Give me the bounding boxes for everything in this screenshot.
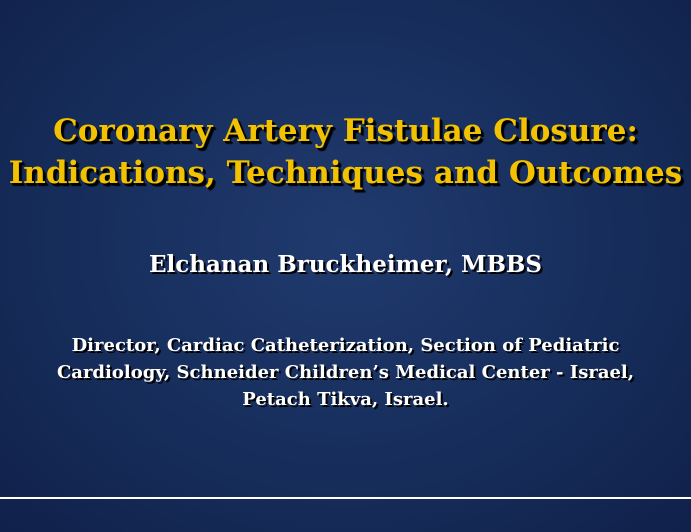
author-affiliation — [0, 332, 691, 413]
affiliation-line-3: Petach Tikva, Israel. — [242, 389, 449, 410]
footer-divider — [0, 497, 691, 499]
affiliation-line-2: Cardiology, Schneider Children’s Medical Center - Israel, — [56, 362, 635, 383]
affiliation-line-1: Director, Cardiac Catheterization, Section of Pediatric — [71, 335, 620, 356]
title-line-2: Indications, Techniques and Outcomes — [8, 155, 683, 191]
slide-title — [0, 110, 691, 194]
author-name: Elchanan Bruckheimer, MBBS — [149, 251, 542, 278]
title-line-1: Coronary Artery Fistulae Closure: — [53, 113, 638, 149]
